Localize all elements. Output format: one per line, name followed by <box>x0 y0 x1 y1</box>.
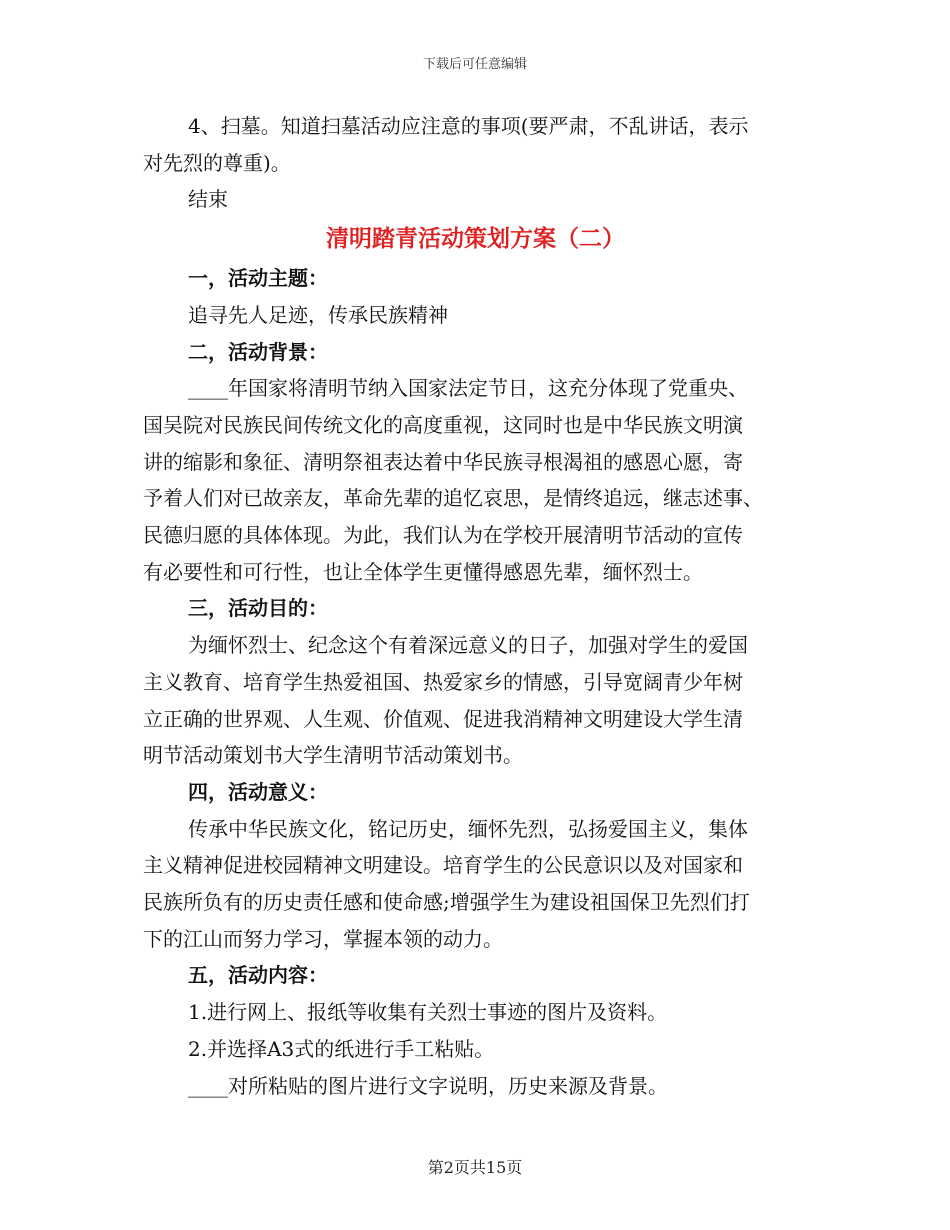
section-heading-content: 五，活动内容： <box>188 963 328 988</box>
paragraph-line: 民德归愿的具体体现。为此，我们认为在学校开展清明节活动的宣传 <box>143 523 743 548</box>
paragraph-line: 对先烈的尊重)。 <box>143 150 291 175</box>
paragraph-line: 主义教育、培育学生热爱祖国、热爱家乡的情感，引导宽阔青少年树 <box>143 669 743 694</box>
paragraph-line: 结束 <box>188 187 228 212</box>
paragraph-line: 立正确的世界观、人生观、价值观、促进我消精神文明建设大学生清 <box>143 706 743 731</box>
page-header: 下载后可任意编辑 <box>422 57 527 72</box>
paragraph-line: 明节活动策划书大学生清明节活动策划书。 <box>143 743 523 768</box>
list-item: 1.进行网上、报纸等收集有关烈士事迹的图片及资料。 <box>188 1000 668 1025</box>
paragraph-line: 4、扫墓。知道扫墓活动应注意的事项(要严肃，不乱讲话，表示 <box>188 114 749 138</box>
paragraph-line: ____年国家将清明节纳入国家法定节日，这充分体现了党重央、 <box>188 376 748 401</box>
paragraph-line: 主义精神促进校园精神文明建设。培育学生的公民意识以及对国家和 <box>143 853 743 878</box>
paragraph-line: 国吴院对民族民间传统文化的高度重视，这同时也是中华民族文明演 <box>143 412 743 437</box>
page-number: 第2页共15页 <box>427 1158 523 1177</box>
paragraph-line: 有必要性和可行性，也让全体学生更懂得感恩先辈，缅怀烈士。 <box>143 559 703 584</box>
paragraph-line: 下的江山而努力学习，掌握本领的动力。 <box>143 926 503 951</box>
paragraph-line: 为缅怀烈士、纪念这个有着深远意义的日子，加强对学生的爱国 <box>188 633 748 658</box>
paragraph-line: 传承中华民族文化，铭记历史，缅怀先烈，弘扬爱国主义，集体 <box>188 816 748 841</box>
section-heading-significance: 四，活动意义： <box>188 779 328 804</box>
paragraph-line: 予着人们对已故亲友，革命先辈的追忆哀思，是情终追远，继志述事、 <box>143 486 763 511</box>
document-title: 清明踏青活动策划方案（二） <box>326 226 625 253</box>
section-heading-purpose: 三，活动目的： <box>188 596 328 621</box>
paragraph-line: 讲的缩影和象征、清明祭祖表达着中华民族寻根渴祖的感恩心愿，寄 <box>143 449 743 474</box>
section-heading-theme: 一，活动主题： <box>188 266 328 291</box>
paragraph-line: 追寻先人足迹，传承民族精神 <box>188 302 448 327</box>
document-body <box>143 108 808 1104</box>
paragraph-line: 民族所负有的历史责任感和使命感;增强学生为建设祖国保卫先烈们打 <box>143 890 750 915</box>
list-item: 2.并选择A3式的纸进行手工粘贴。 <box>188 1036 495 1061</box>
list-item: ____对所粘贴的图片进行文字说明，历史来源及背景。 <box>188 1073 668 1098</box>
section-heading-background: 二，活动背景： <box>188 339 328 364</box>
